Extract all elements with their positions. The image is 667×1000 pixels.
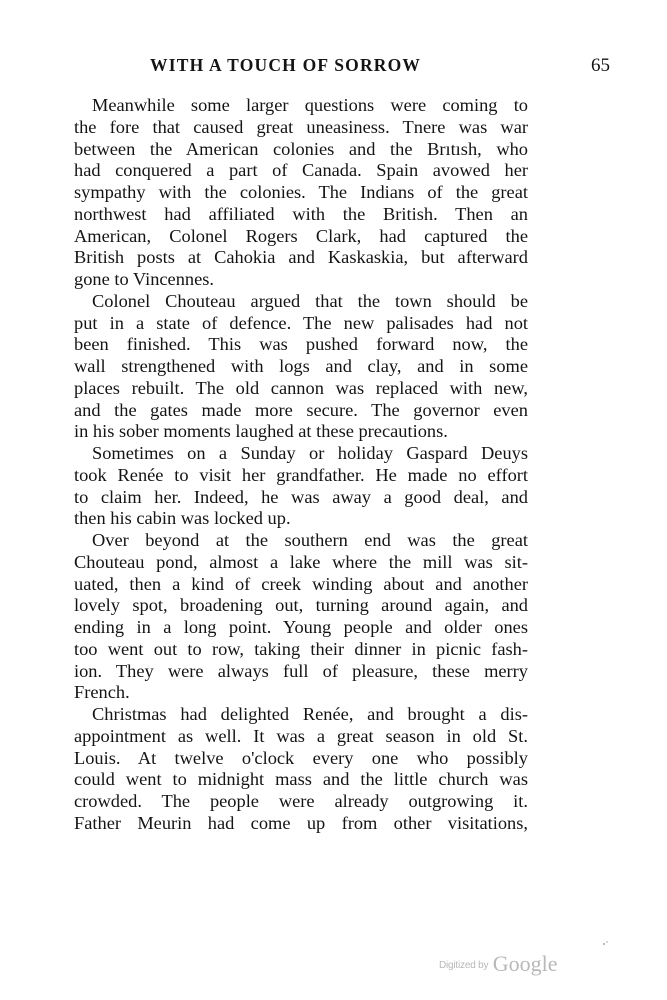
text-line: Colonel Chouteau argued that the town should be xyxy=(92,290,528,311)
text-line: and the gates made more secure. The governor even xyxy=(74,399,528,420)
text-line: been finished. This was pushed forward now, the xyxy=(74,334,528,355)
digitized-by-google-watermark xyxy=(439,951,558,977)
text-line: the fore that caused great uneasiness. Tnere was war xyxy=(74,116,528,137)
text-line: had conquered a part of Canada. Spain avowed her xyxy=(74,160,528,181)
text-line: put in a state of defence. The new palisades had not xyxy=(74,312,528,333)
text-line: uated, then a kind of creek winding about and another xyxy=(74,573,528,594)
watermark-prefix: Digitized by xyxy=(439,960,489,971)
text-line: wall strengthened with logs and clay, and in some xyxy=(74,356,528,376)
text-line: American, Colonel Rogers Clark, had captured the xyxy=(74,225,528,246)
paragraph-4 xyxy=(74,530,528,704)
text-line: Over beyond at the southern end was the great xyxy=(92,530,528,550)
text-line: northwest had affiliated with the British. Then an xyxy=(74,203,528,224)
text-line: gone to Vincennes. xyxy=(74,269,215,289)
scan-speck xyxy=(602,940,610,946)
text-line: in his sober moments laughed at these precautions. xyxy=(74,421,448,442)
text-line: appointment as well. It was a great season in old St. xyxy=(74,725,528,746)
text-line: Christmas had delighted Renée, and brought a dis- xyxy=(92,704,528,724)
text-line: lovely spot, broadening out, turning around again, and xyxy=(74,595,528,616)
text-line: between the American colonies and the Brıtısh, who xyxy=(74,138,528,159)
body-text xyxy=(74,95,528,835)
text-line: Chouteau pond, almost a lake where the mill was sit- xyxy=(74,551,528,572)
text-line: too went out to row, taking their dinner in picnic fash- xyxy=(74,638,528,659)
text-line: then his cabin was locked up. xyxy=(74,508,291,529)
paragraph-5 xyxy=(74,704,528,835)
text-line: French. xyxy=(74,682,130,703)
text-line: Louis. At twelve o'clock every one who possibly xyxy=(74,747,528,768)
text-line: ion. They were always full of pleasure, these merry xyxy=(74,660,528,681)
text-line: places rebuilt. The old cannon was replaced with new, xyxy=(74,377,528,398)
text-line: to claim her. Indeed, he was away a good deal, and xyxy=(74,486,528,507)
text-line: ending in a long point. Young people and older ones xyxy=(74,617,528,637)
running-title: WITH A TOUCH OF SORROW xyxy=(150,55,422,75)
text-line: Father Meurin had come up from other visitations, xyxy=(74,812,528,833)
text-line: Meanwhile some larger questions were coming to xyxy=(92,95,528,115)
watermark-brand: Google xyxy=(492,951,558,976)
text-line: took Renée to visit her grandfather. He made no effort xyxy=(74,464,528,485)
text-line: Sometimes on a Sunday or holiday Gaspard Deuys xyxy=(92,443,528,463)
paragraph-2 xyxy=(74,291,528,443)
paragraph-3 xyxy=(74,443,528,530)
text-line: crowded. The people were already outgrowing it. xyxy=(74,791,528,811)
text-line: sympathy with the colonies. The Indians of the great xyxy=(74,182,528,202)
page-number: 65 xyxy=(591,55,610,76)
paragraph-1 xyxy=(74,95,528,291)
running-head xyxy=(60,55,610,81)
text-line: British posts at Cahokia and Kaskaskia, but afterward xyxy=(74,247,528,268)
text-line: could went to midnight mass and the little church was xyxy=(74,769,528,790)
